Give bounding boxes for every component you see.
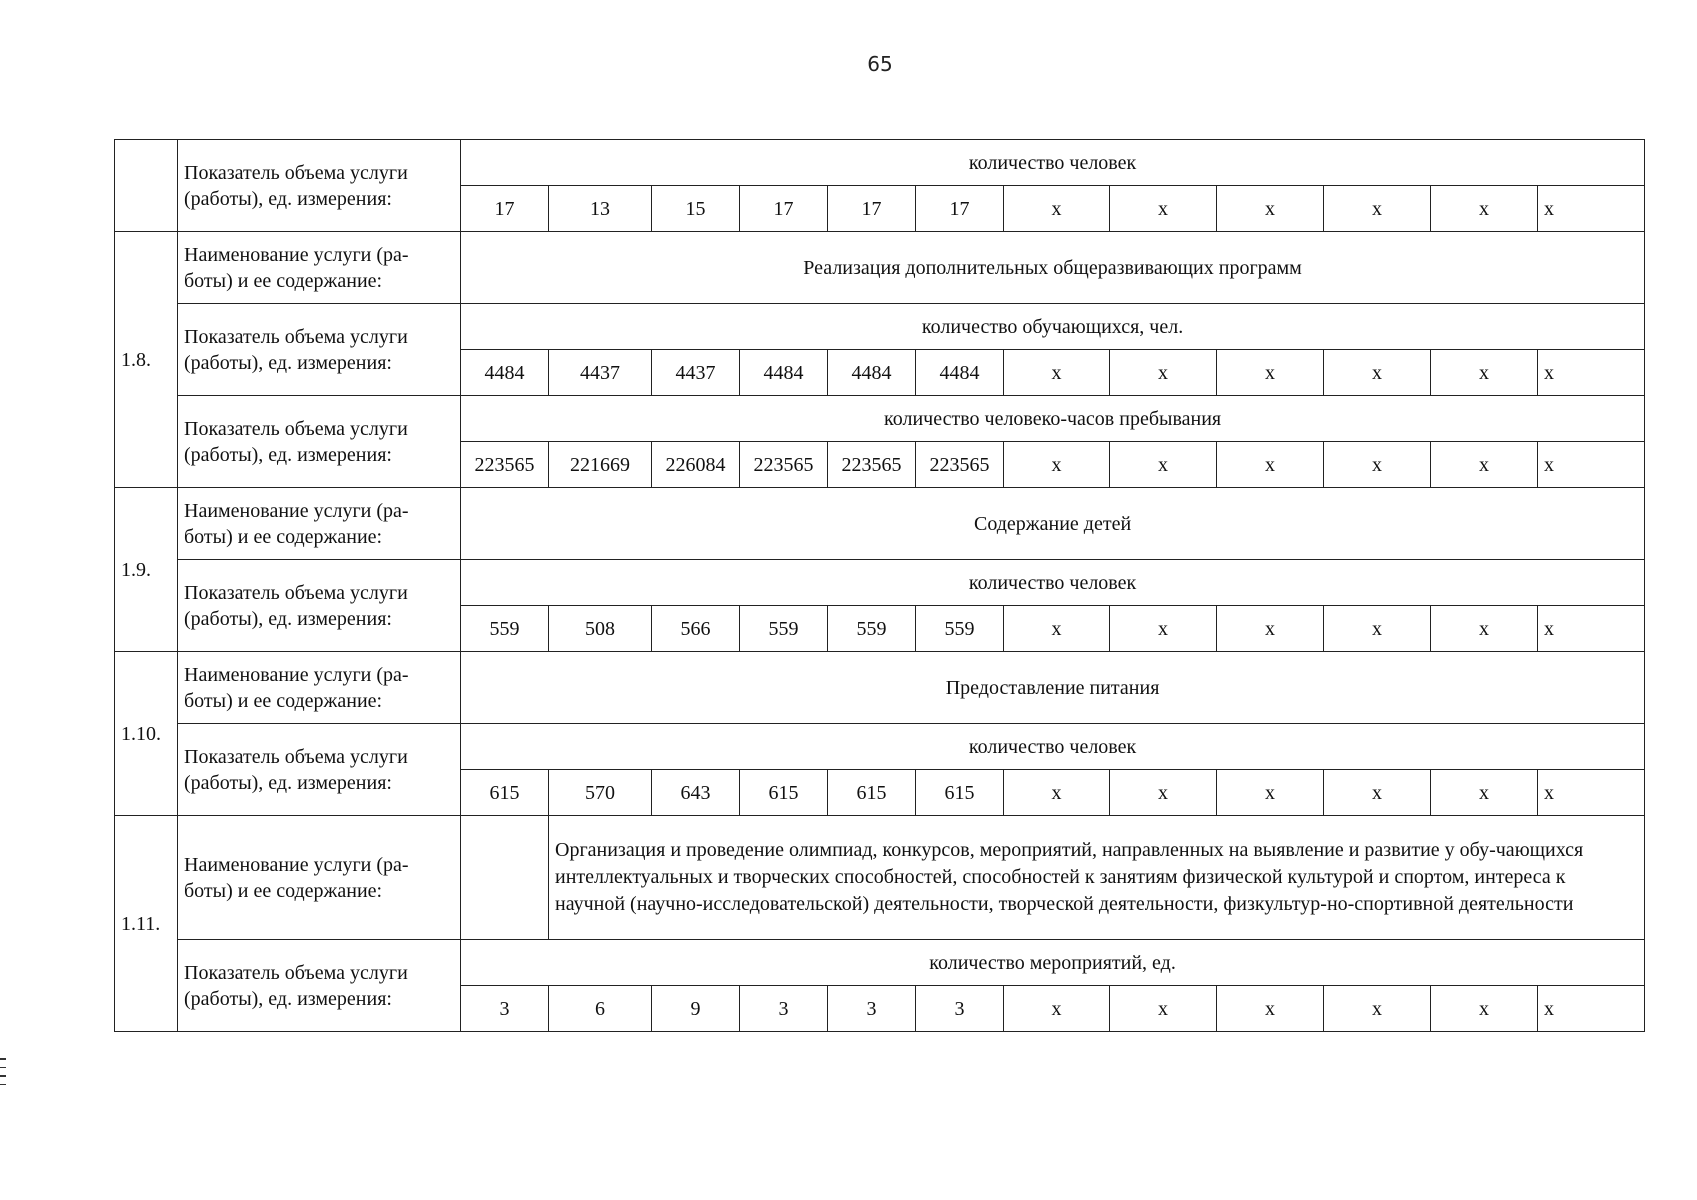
- value-cell: x: [1324, 442, 1431, 488]
- indicator-label: Показатель объема услуги (работы), ед. измерения:: [178, 940, 461, 1032]
- service-name-row: [115, 652, 1645, 724]
- section-number: 1.8.: [115, 232, 178, 488]
- value-cell: 223565: [828, 442, 916, 488]
- value-cell: x: [1004, 186, 1110, 232]
- indicator-unit: количество обучающихся, чел.: [461, 304, 1645, 350]
- value-cell: 226084: [652, 442, 740, 488]
- indicator-unit-row: [115, 396, 1645, 442]
- value-cell: 4484: [740, 350, 828, 396]
- value-cell: 221669: [549, 442, 652, 488]
- service-name-row: [115, 816, 1645, 940]
- value-cell: x: [1324, 770, 1431, 816]
- service-name-value: Содержание детей: [461, 488, 1645, 560]
- indicator-unit: количество человеко-часов пребывания: [461, 396, 1645, 442]
- value-cell: x: [1324, 186, 1431, 232]
- service-name-label: Наименование услуги (ра-боты) и ее содержание:: [178, 488, 461, 560]
- service-name-spacer: [461, 816, 549, 940]
- value-cell: 3: [828, 986, 916, 1032]
- value-cell: x: [1217, 770, 1324, 816]
- value-cell: 559: [828, 606, 916, 652]
- service-name-label: Наименование услуги (ра-боты) и ее содержание:: [178, 816, 461, 940]
- value-cell: 615: [740, 770, 828, 816]
- value-cell: x: [1217, 350, 1324, 396]
- service-name-value: Реализация дополнительных общеразвивающих программ: [461, 232, 1645, 304]
- service-name-row: [115, 232, 1645, 304]
- value-cell: 4437: [652, 350, 740, 396]
- value-cell: 15: [652, 186, 740, 232]
- value-cell: x: [1110, 186, 1217, 232]
- service-name-value: Организация и проведение олимпиад, конкурсов, мероприятий, направленных на выявление и развитие у обу-чающихся интеллектуальных и творческих способностей, способностей к занятиям физической культурой и спортом, интереса к научной (научно-исследовательской) деятельности, творческой деятельности, физкультур-но-спортивной деятельности: [549, 816, 1645, 940]
- section-number: 1.11.: [115, 816, 178, 1032]
- value-cell: x: [1004, 350, 1110, 396]
- value-cell: 17: [461, 186, 549, 232]
- value-cell: x: [1538, 986, 1645, 1032]
- value-cell: x: [1538, 442, 1645, 488]
- value-cell: 17: [740, 186, 828, 232]
- indicator-label: Показатель объема услуги (работы), ед. измерения:: [178, 560, 461, 652]
- section-number: 1.10.: [115, 652, 178, 816]
- value-cell: x: [1110, 606, 1217, 652]
- value-cell: x: [1538, 770, 1645, 816]
- value-cell: x: [1431, 986, 1538, 1032]
- value-cell: 4484: [828, 350, 916, 396]
- value-cell: 559: [740, 606, 828, 652]
- value-cell: x: [1004, 770, 1110, 816]
- value-cell: 559: [916, 606, 1004, 652]
- value-cell: x: [1538, 606, 1645, 652]
- value-cell: x: [1110, 986, 1217, 1032]
- indicator-unit-row: [115, 140, 1645, 186]
- value-cell: x: [1431, 606, 1538, 652]
- value-cell: 6: [549, 986, 652, 1032]
- value-cell: x: [1324, 350, 1431, 396]
- indicator-unit-row: [115, 940, 1645, 986]
- value-cell: 559: [461, 606, 549, 652]
- value-cell: 615: [916, 770, 1004, 816]
- section-number: 1.9.: [115, 488, 178, 652]
- value-cell: 570: [549, 770, 652, 816]
- value-cell: 508: [549, 606, 652, 652]
- value-cell: x: [1217, 606, 1324, 652]
- value-cell: x: [1217, 186, 1324, 232]
- service-name-row: [115, 488, 1645, 560]
- indicator-label: Показатель объема услуги (работы), ед. измерения:: [178, 396, 461, 488]
- value-cell: 223565: [461, 442, 549, 488]
- value-cell: x: [1538, 186, 1645, 232]
- value-cell: x: [1110, 442, 1217, 488]
- indicator-label: Показатель объема услуги (работы), ед. измерения:: [178, 140, 461, 232]
- indicator-unit: количество человек: [461, 140, 1645, 186]
- value-cell: x: [1431, 350, 1538, 396]
- indicator-label: Показатель объема услуги (работы), ед. измерения:: [178, 304, 461, 396]
- indicator-unit-row: [115, 560, 1645, 606]
- indicator-unit-row: [115, 304, 1645, 350]
- value-cell: x: [1431, 770, 1538, 816]
- value-cell: 615: [828, 770, 916, 816]
- value-cell: x: [1538, 350, 1645, 396]
- indicator-label: Показатель объема услуги (работы), ед. измерения:: [178, 724, 461, 816]
- value-cell: 643: [652, 770, 740, 816]
- value-cell: x: [1324, 606, 1431, 652]
- indicator-unit: количество человек: [461, 724, 1645, 770]
- service-name-label: Наименование услуги (ра-боты) и ее содержание:: [178, 652, 461, 724]
- value-cell: 4484: [916, 350, 1004, 396]
- value-cell: x: [1110, 350, 1217, 396]
- value-cell: 223565: [740, 442, 828, 488]
- value-cell: x: [1324, 986, 1431, 1032]
- value-cell: x: [1110, 770, 1217, 816]
- service-name-value: Предоставление питания: [461, 652, 1645, 724]
- section-number: [115, 140, 178, 232]
- value-cell: x: [1431, 442, 1538, 488]
- value-cell: 3: [916, 986, 1004, 1032]
- value-cell: 4437: [549, 350, 652, 396]
- page-number: 65: [867, 52, 893, 76]
- value-cell: 13: [549, 186, 652, 232]
- table-body: [115, 140, 1645, 1032]
- value-cell: 223565: [916, 442, 1004, 488]
- value-cell: x: [1431, 186, 1538, 232]
- indicator-unit-row: [115, 724, 1645, 770]
- value-cell: x: [1004, 606, 1110, 652]
- value-cell: 566: [652, 606, 740, 652]
- indicator-unit: количество мероприятий, ед.: [461, 940, 1645, 986]
- margin-marks: [0, 1058, 6, 1092]
- value-cell: x: [1217, 442, 1324, 488]
- value-cell: 3: [461, 986, 549, 1032]
- value-cell: 9: [652, 986, 740, 1032]
- indicator-unit: количество человек: [461, 560, 1645, 606]
- value-cell: x: [1004, 986, 1110, 1032]
- value-cell: x: [1004, 442, 1110, 488]
- value-cell: 17: [828, 186, 916, 232]
- value-cell: 615: [461, 770, 549, 816]
- value-cell: 17: [916, 186, 1004, 232]
- value-cell: 3: [740, 986, 828, 1032]
- value-cell: x: [1217, 986, 1324, 1032]
- value-cell: 4484: [461, 350, 549, 396]
- services-table: [114, 139, 1645, 1032]
- service-name-label: Наименование услуги (ра-боты) и ее содержание:: [178, 232, 461, 304]
